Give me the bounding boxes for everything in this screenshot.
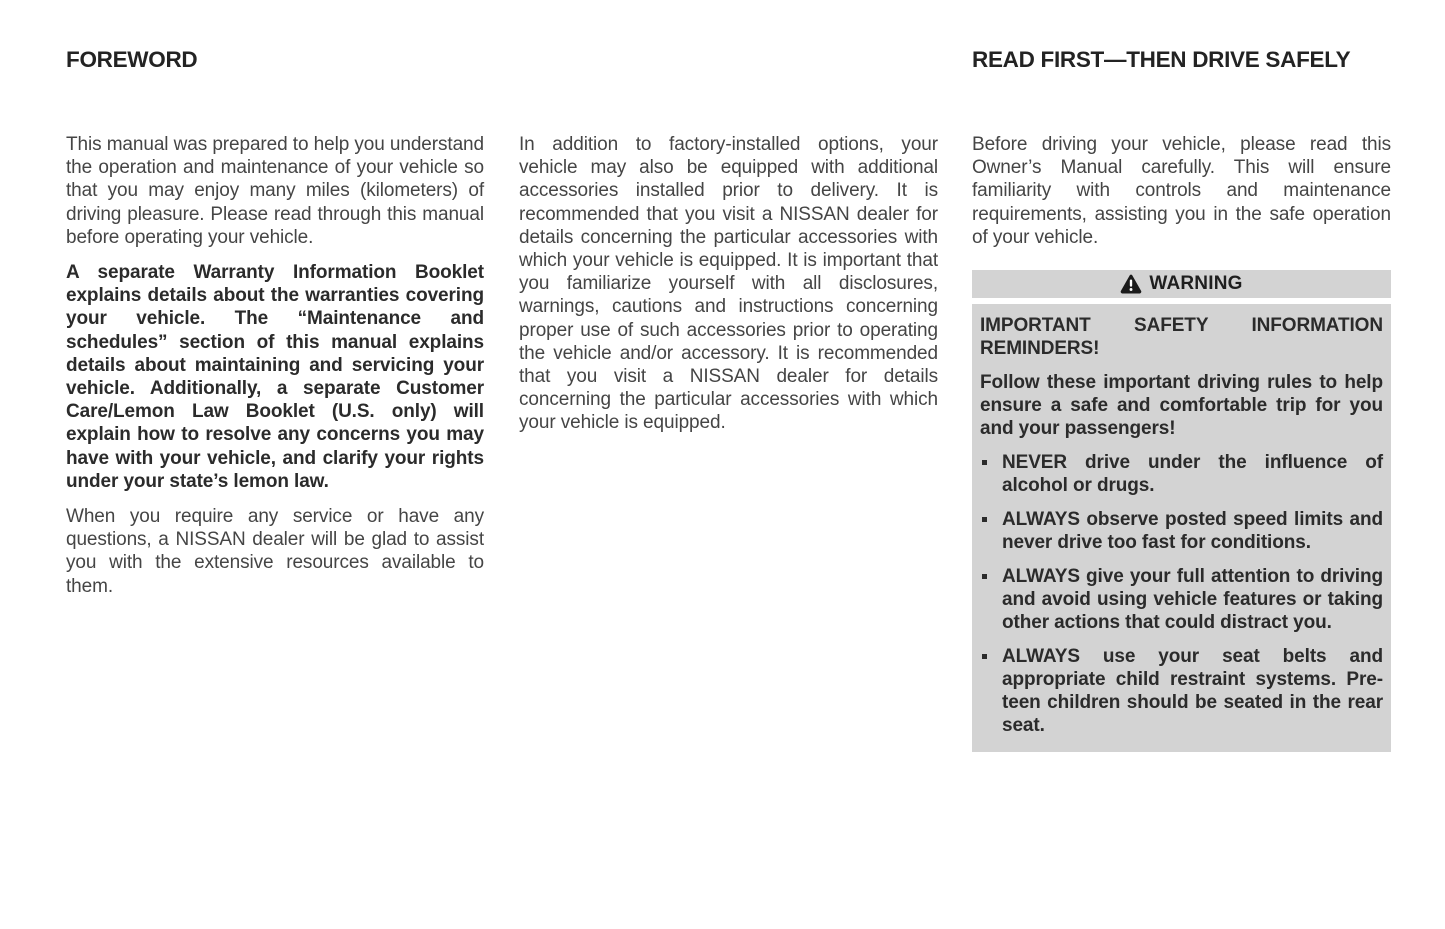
warning-triangle-icon xyxy=(1120,274,1142,294)
foreword-title: FOREWORD xyxy=(66,47,198,72)
foreword-paragraph-service: When you require any service or have any questions, a NISSAN dealer will be glad to assist you with the extensive resources available to them. xyxy=(66,506,484,597)
warning-bullet-list xyxy=(980,451,1383,737)
bullet-square-icon xyxy=(982,460,987,465)
warning-box xyxy=(972,270,1391,752)
bullet-square-icon xyxy=(982,654,987,659)
foreword-paragraph-intro: This manual was prepared to help you understand the operation and maintenance of your vehicle so that you may enjoy many miles (kilometers) of driving pleasure. Please read through this manual before operating your vehicle. xyxy=(66,134,484,248)
foreword-paragraph-warranty: A separate Warranty Information Booklet explains details about the warranties covering your vehicle. The “Maintenance and schedules” section of this manual explains details about maintaining and servicing your vehicle. Additionally, a separate Customer Care/Lemon Law Booklet (U.S. only) will explain how to resolve any concerns you may have with your vehicle, and clarify your rights under your state’s lemon law. xyxy=(66,262,484,492)
accessories-column xyxy=(519,47,938,447)
accessories-paragraph: In addition to factory-installed options, your vehicle may also be equipped with additional accessories installed prior to delivery. It is recommended that you visit a NISSAN dealer for details concerning the particular accessories with which your vehicle is equipped. It is important that you familiarize yourself with all disclosures, warnings, cautions and instructions concerning proper use of such accessories prior to operating the vehicle and/or accessory. It is recommended that you visit a NISSAN dealer for details concerning the particular accessories with which your vehicle is equipped. xyxy=(519,134,938,434)
warning-bullet-text: NEVER drive under the influence of alcohol or drugs. xyxy=(1002,452,1383,497)
read-first-column xyxy=(972,47,1391,752)
read-first-intro-paragraph: Before driving your vehicle, please read this Owner’s Manual carefully. This will ensure familiarity with controls and maintenance requirements, assisting you in the safe operation of your vehicle. xyxy=(972,134,1391,248)
warning-bullet-text: ALWAYS use your seat belts and appropriate child restraint systems. Pre-teen children should be seated in the rear seat. xyxy=(1002,646,1383,737)
warning-bullet-seat-belts xyxy=(980,645,1383,737)
warning-bullet-speed-limits xyxy=(980,508,1383,554)
warning-heading-safety-info: IMPORTANT SAFETY INFORMATION REMINDERS! xyxy=(980,315,1383,360)
foreword-column xyxy=(66,47,484,610)
warning-bullet-text: ALWAYS give your full attention to driving and avoid using vehicle features or taking other actions that could distract you. xyxy=(1002,566,1383,634)
read-first-title: READ FIRST—THEN DRIVE SAFELY xyxy=(972,47,1351,72)
warning-label: WARNING xyxy=(1149,273,1243,295)
warning-bullet-text: ALWAYS observe posted speed limits and never drive too fast for conditions. xyxy=(1002,509,1383,554)
warning-bullet-alcohol xyxy=(980,451,1383,497)
warning-content xyxy=(972,304,1391,752)
bullet-square-icon xyxy=(982,517,987,522)
warning-header xyxy=(972,270,1391,298)
warning-bullet-attention xyxy=(980,565,1383,634)
bullet-square-icon xyxy=(982,574,987,579)
warning-heading-driving-rules: Follow these important driving rules to help ensure a safe and comfortable trip for you and your passengers! xyxy=(980,372,1383,440)
